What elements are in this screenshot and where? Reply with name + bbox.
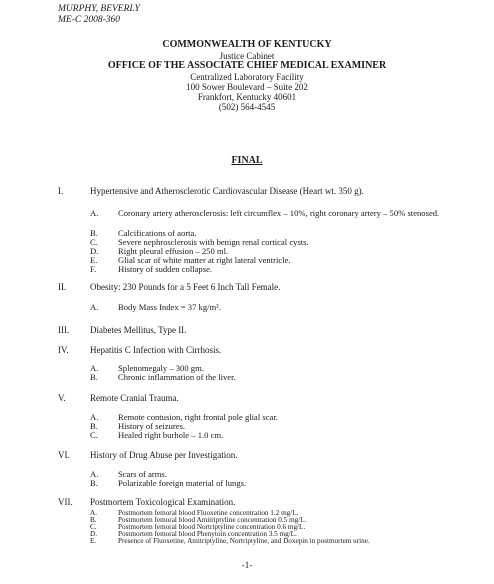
- item-text: Polarizable foreign material of lungs.: [118, 478, 247, 488]
- section-number: IV.: [58, 345, 69, 355]
- decedent-name: MURPHY, BEVERLY: [58, 4, 140, 14]
- item-letter: E.: [90, 255, 98, 265]
- item-text: Postmortem femoral blood Amitriptyline concentration 0.5 mg/L.: [118, 516, 307, 524]
- item-text: Right pleural effusion – 250 ml.: [118, 246, 229, 256]
- section-number: I.: [58, 186, 64, 196]
- section-title: Diabetes Mellitus, Type II.: [90, 325, 187, 335]
- header-street: 100 Sower Boulevard – Suite 202: [186, 82, 308, 92]
- item-text: Scars of arms.: [118, 469, 167, 479]
- section-title: Hepatitis C Infection with Cirrhosis.: [90, 345, 222, 355]
- item-text: Severe nephrosclerosis with benign renal cortical cysts.: [118, 237, 309, 247]
- final-heading: FINAL: [231, 155, 263, 166]
- item-text: History of sudden collapse.: [118, 264, 213, 274]
- header-facility: Centralized Laboratory Facility: [190, 72, 304, 82]
- section-number: II.: [58, 282, 67, 292]
- section-number: VI.: [58, 450, 70, 460]
- item-letter: A.: [90, 208, 99, 218]
- page-number: -1-: [241, 560, 253, 570]
- item-letter: A.: [90, 302, 99, 312]
- item-letter: F.: [90, 264, 97, 274]
- item-text: Glial scar of white matter at right lateral ventricle.: [118, 255, 291, 265]
- section-number: III.: [58, 325, 70, 335]
- item-letter: B.: [90, 421, 98, 431]
- item-text: Body Mass Index = 37 kg/m².: [118, 302, 221, 312]
- item-letter: B.: [90, 516, 97, 524]
- case-identifier: [58, 4, 140, 26]
- item-letter: D.: [90, 246, 99, 256]
- item-text: Chronic inflammation of the liver.: [118, 372, 236, 382]
- item-text: Postmortem femoral blood Fluoxetine concentration 1.2 mg/L.: [118, 509, 299, 517]
- item-letter: A.: [90, 412, 99, 422]
- section-title: Obesity: 230 Pounds for a 5 Feet 6 Inch Tall Female.: [90, 282, 281, 292]
- item-letter: A.: [90, 469, 99, 479]
- item-text: Calcifications of aorta.: [118, 228, 197, 238]
- item-text: Postmortem femoral blood Phenytoin concentration 3.5 mg/L.: [118, 530, 297, 538]
- section-title: Postmortem Toxicological Examination.: [90, 497, 236, 507]
- item-letter: B.: [90, 228, 98, 238]
- item-letter: A.: [90, 509, 97, 517]
- case-number: ME-C 2008-360: [58, 15, 121, 25]
- item-letter: D.: [90, 530, 97, 538]
- section-title: Remote Cranial Trauma.: [90, 393, 179, 403]
- header-commonwealth: COMMONWEALTH OF KENTUCKY: [162, 39, 332, 50]
- item-text: Presence of Fluoxetine, Amitriptyline, Nortriptyline, and Doxepin in postmortem urine.: [118, 537, 370, 545]
- item-letter: C.: [90, 237, 98, 247]
- header-city: Frankfort, Kentucky 40601: [197, 92, 297, 102]
- section-number: V.: [58, 393, 66, 403]
- item-letter: B.: [90, 372, 98, 382]
- item-text: Coronary artery atherosclerosis: left circumflex – 10%, right coronary artery – 50% stenosed.: [118, 208, 440, 218]
- header-phone: (502) 564-4545: [218, 102, 276, 112]
- item-text: History of seizures.: [118, 421, 186, 431]
- item-letter: C.: [90, 523, 97, 531]
- header-office: OFFICE OF THE ASSOCIATE CHIEF MEDICAL EXAMINER: [107, 60, 387, 71]
- section-title: Hypertensive and Atherosclerotic Cardiovascular Disease (Heart wt. 350 g).: [90, 186, 364, 196]
- section-number: VII.: [58, 497, 73, 507]
- item-text: Healed right burhole – 1.0 cm.: [118, 430, 224, 440]
- item-letter: E.: [90, 537, 97, 545]
- item-text: Remote contusion, right frontal pole glial scar.: [118, 412, 278, 422]
- item-letter: A.: [90, 363, 99, 373]
- item-letter: C.: [90, 430, 98, 440]
- header-cabinet: Justice Cabinet: [219, 51, 275, 61]
- section-title: History of Drug Abuse per Investigation.: [90, 450, 238, 460]
- item-letter: B.: [90, 478, 98, 488]
- item-text: Postmortem femoral blood Nortriptyline concentration 0.6 mg/L.: [118, 523, 306, 531]
- item-text: Splenomegaly – 300 gm.: [118, 363, 204, 373]
